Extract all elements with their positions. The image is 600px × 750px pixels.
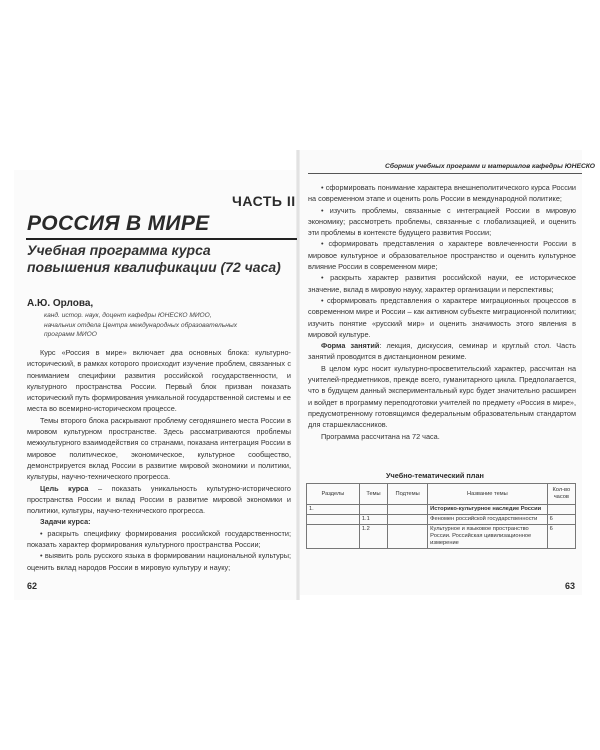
table-title: Учебно-тематический план [386,471,484,480]
table-cell [388,505,428,515]
task-item: • раскрыть специфику формирования российской государственности; показать характер формирования культурного пространства России; [27,528,291,550]
forms-paragraph [308,340,576,363]
table-cell: 6 [547,525,575,549]
curriculum-table [306,483,576,549]
table-header-cell: Подтемы [388,484,428,505]
table-row [307,505,576,515]
author-position-line: канд. истор. наук, доцент кафедры ЮНЕСКО МИОО, [44,312,212,319]
task-item: • сформировать представления о характере миграционных процессов в современном мире и России – как активном субъекте миграционной политики; изучить понятие «русский мир» и оценить значимость этого явления в мировой культуре. [308,295,576,339]
table-cell: Феномен российской государственности [428,515,548,525]
intro-paragraph: Курс «Россия в мире» включает два основных блока: культурно-исторический, в рамках которого происходит изучение проблем, связанных с пониманием специфики развития российской государственности, и культурного пространства России. Первый блок призван показать исторический путь формирования уникальной государственной системы и ее места во всемирно-историческом процессе. [27,348,291,414]
book-spine [296,150,300,600]
course-goal [27,483,291,517]
author-position-line: программ МИОО [44,331,97,338]
tasks-label: Задачи курса: [40,517,91,527]
task-item: • изучить проблемы, связанные с интеграцией России в мировую экономику; рассмотреть проблемы, связанные с глобализацией, и оценить эти проблемы в контексте будущего развития России; [308,205,576,238]
table-cell [307,515,360,525]
chapter-subtitle: Учебная программа курса повышения квалификации (72 часа) [27,242,281,275]
table-header-cell: Название темы [428,484,548,505]
table-cell [388,515,428,525]
right-body [308,182,576,442]
table-cell: 6 [547,515,575,525]
table-header-cell: Темы [359,484,387,505]
header-rule [308,173,582,174]
running-header: Сборник учебных программ и материалов кафедры ЮНЕСКО [385,163,596,170]
table-header-row [307,484,576,505]
page-number-right: 63 [565,581,576,591]
table-header-cell: Разделы [307,484,360,505]
author-position [44,311,294,340]
forms-label: Форма занятий [321,341,380,351]
task-item: • выявить роль русского языка в формировании национальной культуры; оценить вклад народов России в мировую культуру и науку; [27,551,291,572]
table-header-cell: Кол-во часов [547,484,575,505]
goal-label: Цель курса [40,483,89,493]
chapter-title: РОССИЯ В МИРЕ [27,212,210,235]
left-body [27,347,291,573]
forms-text: : лекция, дискуссия, семинар и круглый стол. Часть занятий проводится в дистанционном режиме. [308,341,577,362]
title-rule [26,238,297,240]
table-cell [547,505,575,515]
author-position-line: начальник отдела Центра международных образовательных [44,321,237,329]
table-cell: Историко-культурное наследие России [428,505,548,515]
hours-paragraph: Программа рассчитана на 72 часа. [321,431,440,441]
course-character-paragraph: В целом курс носит культурно-просветительский характер, рассчитан на учителей-предметников, прежде всего, гуманитарного цикла. Предполагается, что в будущем данный экспериментальный курс будет значительно расширен и войдет в программу переподготовки учителей по предмету «Россия в мире», предусмотренному готовящимся федеральным образовательным стандартом для старшеклассников. [308,363,576,430]
task-item: • сформировать представления о характере вовлеченности России в мировое культурное и образовательное пространство и оценить культурное влияние России в современном мире; [308,239,576,272]
task-item: • сформировать понимание характера внешнеполитического курса России на современном этапе и оценить роль России в международной политике; [308,183,576,204]
author-name: А.Ю. Орлова, [27,298,94,309]
part-label: ЧАСТЬ II [232,193,296,209]
second-block-paragraph: Темы второго блока раскрывают проблему сегодняшнего места России в мировом культурном пространстве. Здесь рассматриваются проблемы межкультурного взаимодействия со странами, показана интеграция России в мировое политическое, экономическое, культурное сообщество, демонстрируется вклад России в развитие мировой экономики и политики, культуры, научно-технического прогресса. [27,415,291,482]
table-cell [388,525,428,549]
page-number-left: 62 [27,581,38,591]
table-cell [307,525,360,549]
table-row [307,515,576,525]
table-cell: 1. [307,505,360,515]
table-cell [359,505,387,515]
task-item: • раскрыть характер развития российской науки, ее историческое значение, вклад в мировую науку, характер организации и перспективы; [308,273,576,294]
table-cell: Культурное и языковое пространство России. Российская цивилизационное измерение [428,525,548,549]
table-row [307,525,576,549]
goal-text: – показать уникальность культурно-исторического пространства России и вклад России в развитие мировой экономики и политики, культуры, научно-технического прогресса. [27,483,291,516]
table-cell: 1.2 [359,525,387,549]
table-cell: 1.1 [359,515,387,525]
